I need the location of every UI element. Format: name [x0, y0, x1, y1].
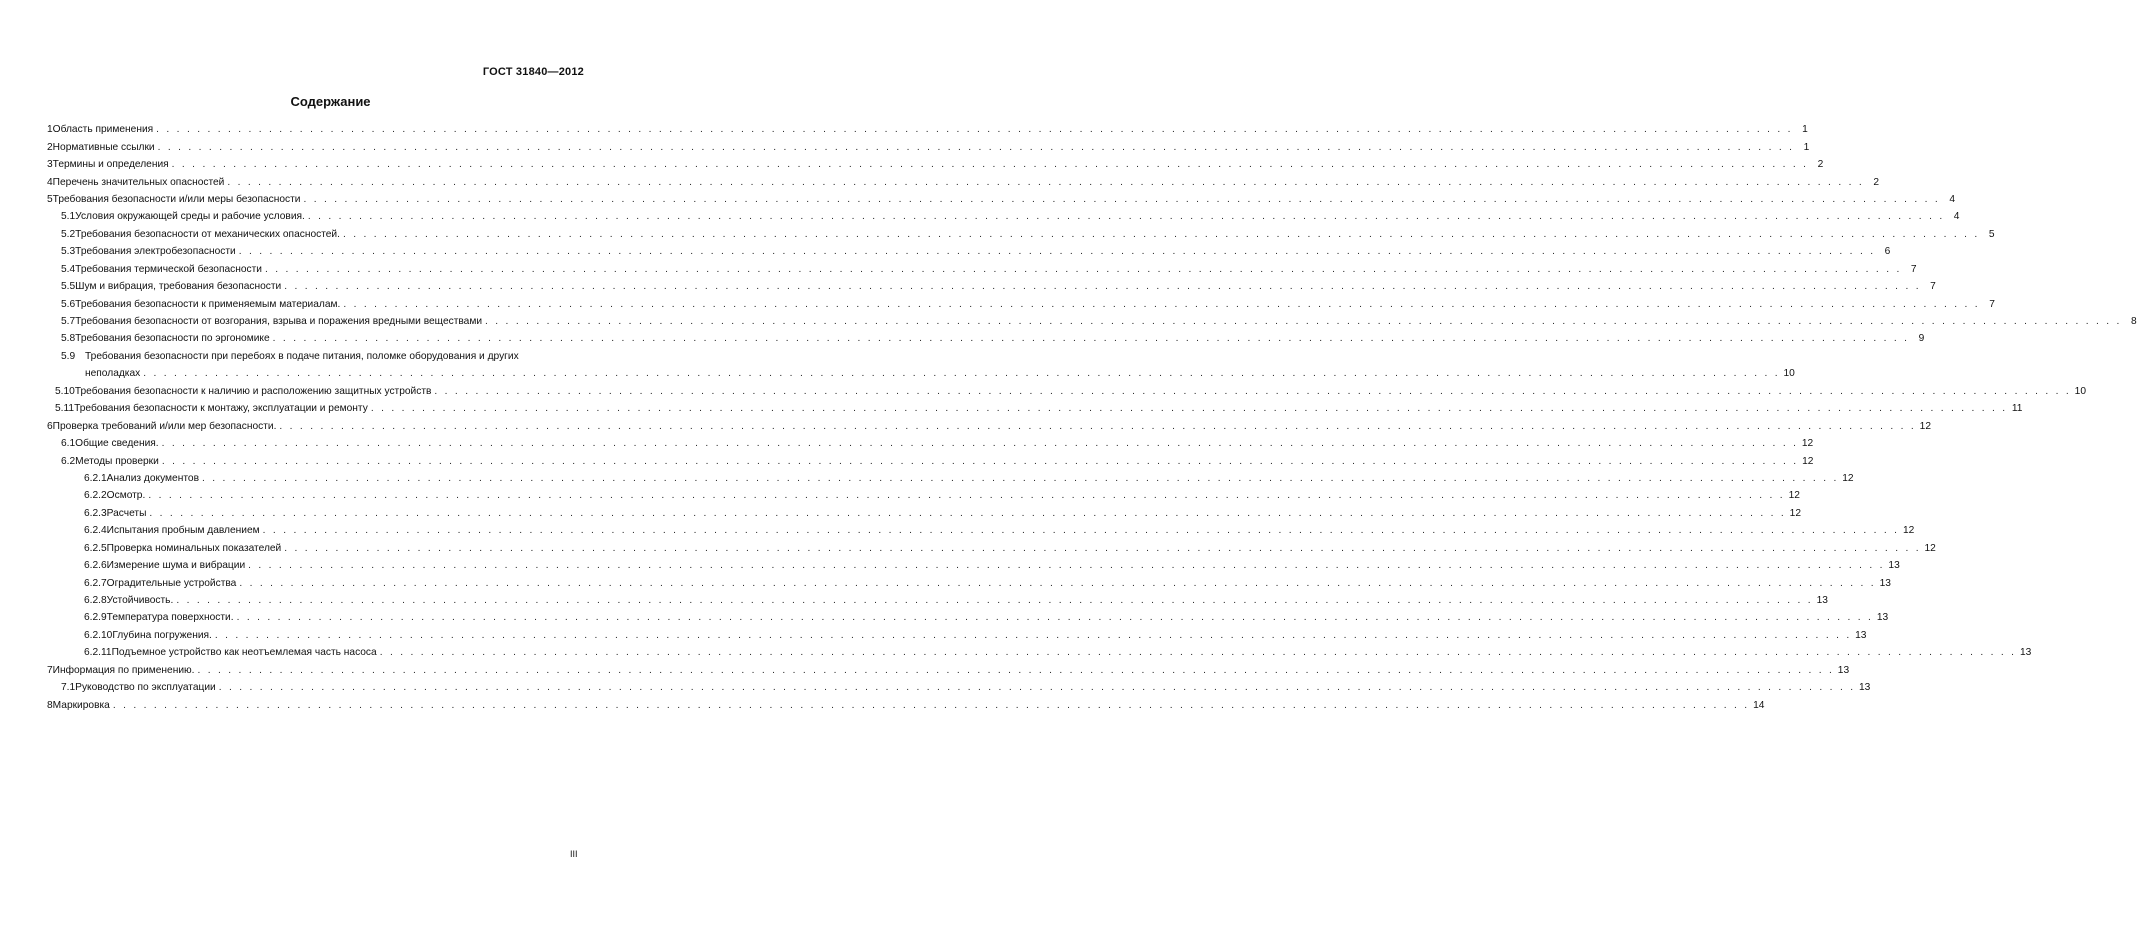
toc-entry-title: Требования термической безопасности: [75, 263, 262, 275]
toc-entry-number: 7: [47, 664, 53, 676]
toc-entry-number: 5.10: [55, 385, 75, 397]
toc-entry[interactable]: [47, 627, 1867, 644]
dot-leader: . . . . . . . . . . . . . . . . . . . . . . . . . . . . . . . . . . . . . . . . . . . . . . . . . . . . . . . . . . . . . . . . . . . . . . . . . . . . . . . . . . . . . . . . . . . . . . . . . . . . . . . . . . . . . . . . . . . . . . . . . . . . . . . . . . . . . . . . . . . . . . . . . . . . . . . . . . . . . . . .: [143, 368, 1780, 380]
toc-entry-page: 1: [1802, 124, 1808, 136]
toc-entry-number: 7.1: [61, 682, 76, 694]
dot-leader: . . . . . . . . . . . . . . . . . . . . . . . . . . . . . . . . . . . . . . . . . . . . . . . . . . . . . . . . . . . . . . . . . . . . . . . . . . . . . . . . . . . . . . . . . . . . . . . . . . . . . . . . . . . . . . . . . . . . . . . . . . . . . . . . . . . . . . . . . . . . . . . . . . . . . . . . . . . . . . . .: [284, 542, 1921, 554]
toc-entry[interactable]: [47, 295, 1995, 312]
dot-leader: . . . . . . . . . . . . . . . . . . . . . . . . . . . . . . . . . . . . . . . . . . . . . . . . . . . . . . . . . . . . . . . . . . . . . . . . . . . . . . . . . . . . . . . . . . . . . . . . . . . . . . . . . . . . . . . . . . . . . . . . . . . . . . . . . . . . . . . . . . . . . . . . . . . . . . . . . . . . . . . .: [434, 385, 2072, 397]
dot-leader: . . . . . . . . . . . . . . . . . . . . . . . . . . . . . . . . . . . . . . . . . . . . . . . . . . . . . . . . . . . . . . . . . . . . . . . . . . . . . . . . . . . . . . . . . . . . . . . . . . . . . . . . . . . . . . . . . . . . . . . . . . . . . . . . . . . . . . . . . . . . . . . . . . . . . . . . . . . . . . . .: [303, 193, 1941, 205]
toc-entry-title: Шум и вибрация, требования безопасности: [75, 281, 282, 293]
toc-entry-number: 6.2.2: [84, 490, 107, 502]
toc-entry-number: 5.8: [61, 333, 76, 345]
toc-entry-page: 13: [1859, 682, 1871, 694]
toc-entry-page: 12: [1801, 438, 1814, 450]
toc-entry[interactable]: [47, 417, 1932, 434]
toc-entry[interactable]: [47, 243, 1891, 260]
toc-entry-title: Температура поверхности.: [106, 612, 234, 624]
toc-entry-title: Расчеты: [106, 507, 147, 519]
dot-leader: . . . . . . . . . . . . . . . . . . . . . . . . . . . . . . . . . . . . . . . . . . . . . . . . . . . . . . . . . . . . . . . . . . . . . . . . . . . . . . . . . . . . . . . . . . . . . . . . . . . . . . . . . . . . . . . . . . . . . . . . . . . . . . . . . . . . . . . . . . . . . . . . . . . . . . . . . . . . . . . .: [272, 333, 1910, 345]
toc-entry-page: 9: [1918, 333, 1925, 345]
toc-entry-title: Условия окружающей среды и рабочие условия.: [75, 211, 305, 223]
toc-entry-title: Маркировка: [52, 699, 110, 711]
toc-entry[interactable]: [47, 679, 1871, 696]
toc-entry-title: Требования безопасности к монтажу, эксплуатации и ремонту: [74, 403, 368, 415]
toc-entry-page: 10: [1783, 368, 1795, 380]
toc-entry-title: Общие сведения.: [75, 438, 159, 450]
toc-entry-number: 1: [47, 124, 53, 136]
toc-entry-title: Требования безопасности к наличию и расположению защитных устройств: [74, 385, 432, 397]
toc-entry-number: 6.2.10: [84, 629, 113, 641]
toc-entry-number: 5.9: [61, 350, 76, 362]
toc-entry[interactable]: [47, 261, 1917, 278]
dot-leader: . . . . . . . . . . . . . . . . . . . . . . . . . . . . . . . . . . . . . . . . . . . . . . . . . . . . . . . . . . . . . . . . . . . . . . . . . . . . . . . . . . . . . . . . . . . . . . . . . . . . . . . . . . . . . . . . . . . . . . . . . . . . . . . . . . . . . . . . . . . . . . . . . . . . . . . . . . . . . . . .: [485, 316, 2122, 328]
toc-entry[interactable]: [47, 592, 1828, 609]
toc-entry-number: 6.2.8: [84, 595, 107, 607]
dot-leader: . . . . . . . . . . . . . . . . . . . . . . . . . . . . . . . . . . . . . . . . . . . . . . . . . . . . . . . . . . . . . . . . . . . . . . . . . . . . . . . . . . . . . . . . . . . . . . . . . . . . . . . . . . . . . . . . . . . . . . . . . . . . . . . . . . . . . . . . . . . . . . . . . . . . . . . . . . . . . . . .: [149, 507, 1787, 519]
dot-leader: . . . . . . . . . . . . . . . . . . . . . . . . . . . . . . . . . . . . . . . . . . . . . . . . . . . . . . . . . . . . . . . . . . . . . . . . . . . . . . . . . . . . . . . . . . . . . . . . . . . . . . . . . . . . . . . . . . . . . . . . . . . . . . . . . . . . . . . . . . . . . . . . . . . . . . . . . . . . . . . .: [343, 298, 1980, 310]
dot-leader: . . . . . . . . . . . . . . . . . . . . . . . . . . . . . . . . . . . . . . . . . . . . . . . . . . . . . . . . . . . . . . . . . . . . . . . . . . . . . . . . . . . . . . . . . . . . . . . . . . . . . . . . . . . . . . . . . . . . . . . . . . . . . . . . . . . . . . . . . . . . . . . . . . . . . . . . . . . . . . . .: [171, 159, 1809, 171]
toc-entry-title: Проверка требований и/или мер безопасности.: [52, 420, 277, 432]
dot-leader: . . . . . . . . . . . . . . . . . . . . . . . . . . . . . . . . . . . . . . . . . . . . . . . . . . . . . . . . . . . . . . . . . . . . . . . . . . . . . . . . . . . . . . . . . . . . . . . . . . . . . . . . . . . . . . . . . . . . . . . . . . . . . . . . . . . . . . . . . . . . . . . . . . . . . . . . . . . . . . . .: [342, 228, 1980, 240]
toc-entry-title: Область применения: [52, 124, 154, 136]
toc-entry[interactable]: [47, 644, 2032, 661]
toc-entry[interactable]: [47, 574, 1891, 591]
dot-leader: . . . . . . . . . . . . . . . . . . . . . . . . . . . . . . . . . . . . . . . . . . . . . . . . . . . . . . . . . . . . . . . . . . . . . . . . . . . . . . . . . . . . . . . . . . . . . . . . . . . . . . . . . . . . . . . . . . . . . . . . . . . . . . . . . . . . . . . . . . . . . . . . . . . . . . . . . . . . . . . .: [157, 141, 1795, 153]
toc-entry[interactable]: [47, 400, 2023, 417]
toc-entry-number: 6.2: [61, 455, 76, 467]
toc-entry-number: 5.2: [61, 228, 76, 240]
toc-entry-page: 12: [1788, 490, 1800, 502]
toc-entry[interactable]: [47, 330, 1925, 347]
toc-entry-page: 12: [1919, 420, 1932, 432]
toc-entry-page: 12: [1924, 542, 1936, 554]
dot-leader: . . . . . . . . . . . . . . . . . . . . . . . . . . . . . . . . . . . . . . . . . . . . . . . . . . . . . . . . . . . . . . . . . . . . . . . . . . . . . . . . . . . . . . . . . . . . . . . . . . . . . . . . . . . . . . . . . . . . . . . . . . . . . . . . . . . . . . . . . . . . . . . . . . . . . . . . . . . . . . . .: [379, 647, 2017, 659]
toc-entry-page: 13: [2019, 647, 2032, 659]
toc-entry-number: 6: [47, 420, 53, 432]
toc-entry-number: 6.2.7: [84, 577, 107, 589]
toc-entry[interactable]: [47, 226, 1995, 243]
dot-leader: . . . . . . . . . . . . . . . . . . . . . . . . . . . . . . . . . . . . . . . . . . . . . . . . . . . . . . . . . . . . . . . . . . . . . . . . . . . . . . . . . . . . . . . . . . . . . . . . . . . . . . . . . . . . . . . . . . . . . . . . . . . . . . . . . . . . . . . . . . . . . . . . . . . . . . . . . . . . . . . .: [156, 124, 1793, 136]
toc-entry[interactable]: [47, 452, 1814, 469]
toc-entry[interactable]: [47, 278, 1936, 295]
toc-entry-number: 5.3: [61, 246, 76, 258]
dot-leader: . . . . . . . . . . . . . . . . . . . . . . . . . . . . . . . . . . . . . . . . . . . . . . . . . . . . . . . . . . . . . . . . . . . . . . . . . . . . . . . . . . . . . . . . . . . . . . . . . . . . . . . . . . . . . . . . . . . . . . . . . . . . . . . . . . . . . . . . . . . . . . . . . . . . . . . . . . . . . . . .: [201, 472, 1839, 484]
toc-entry[interactable]: [47, 696, 1765, 713]
toc-entry[interactable]: [47, 470, 1854, 487]
toc-entry-title: Термины и определения: [52, 159, 169, 171]
toc-entry-title: Требования безопасности по эргономике: [75, 333, 270, 345]
toc-entry-number: 6.1: [61, 438, 76, 450]
toc-entry-page: 4: [1949, 193, 1956, 205]
toc-entry-page: 8: [2130, 316, 2137, 328]
toc-entry-title: Руководство по эксплуатации: [75, 682, 216, 694]
toc-entry-page: 4: [1953, 211, 1960, 223]
toc-entry-page: 7: [1989, 298, 1995, 310]
toc-entry[interactable]: [47, 505, 1802, 522]
toc-entry-page: 12: [1902, 525, 1915, 537]
toc-entry[interactable]: [47, 522, 1915, 539]
toc-entry-number: 5.5: [61, 281, 76, 293]
toc-entry[interactable]: [47, 435, 1814, 452]
toc-entry-page: 12: [1842, 472, 1854, 484]
toc-entry[interactable]: [47, 156, 1824, 173]
toc-entry-number: 5.4: [61, 263, 76, 275]
toc-entry-title: Измерение шума и вибрации: [106, 560, 246, 572]
toc-entry-title: Информация по применению.: [52, 664, 195, 676]
toc-entry-title: Подъемное устройство как неотъемлемая часть насоса: [111, 647, 377, 659]
toc-entry-title: Оградительные устройства: [106, 577, 237, 589]
toc-entry-number: 2: [47, 141, 53, 153]
toc-entry-title: Осмотр.: [106, 490, 146, 502]
toc-entry-page: 2: [1873, 176, 1879, 188]
dot-leader: . . . . . . . . . . . . . . . . . . . . . . . . . . . . . . . . . . . . . . . . . . . . . . . . . . . . . . . . . . . . . . . . . . . . . . . . . . . . . . . . . . . . . . . . . . . . . . . . . . . . . . . . . . . . . . . . . . . . . . . . . . . . . . . . . . . . . . . . . . . . . . . . . . . . . . . . . . . . . . . .: [236, 612, 1874, 624]
toc-entry[interactable]: [47, 121, 1808, 138]
toc-entry[interactable]: [47, 609, 1889, 626]
dot-leader: . . . . . . . . . . . . . . . . . . . . . . . . . . . . . . . . . . . . . . . . . . . . . . . . . . . . . . . . . . . . . . . . . . . . . . . . . . . . . . . . . . . . . . . . . . . . . . . . . . . . . . . . . . . . . . . . . . . . . . . . . . . . . . . . . . . . . . . . . . . . . . . . . . . . . . . . . . . . . . . .: [279, 420, 1917, 432]
toc-entry-title: Требования безопасности от механических опасностей.: [75, 228, 340, 240]
toc-entry-number: 6.2.4: [84, 525, 107, 537]
toc-entry-title: Требования безопасности к применяемым материалам.: [75, 298, 341, 310]
toc-entry-number: 4: [47, 176, 53, 188]
dot-leader: . . . . . . . . . . . . . . . . . . . . . . . . . . . . . . . . . . . . . . . . . . . . . . . . . . . . . . . . . . . . . . . . . . . . . . . . . . . . . . . . . . . . . . . . . . . . . . . . . . . . . . . . . . . . . . . . . . . . . . . . . . . . . . . . . . . . . . . . . . . . . . . . . . . . . . . . . . . . . . . .: [264, 263, 1902, 275]
page-title: Содержание: [290, 94, 371, 109]
toc-entry-page: 13: [1876, 612, 1889, 624]
toc-entry-page: 13: [1879, 577, 1891, 589]
toc-entry[interactable]: [47, 208, 1960, 225]
toc-entry-number: 6.2.11: [84, 647, 112, 659]
toc-entry-title: Глубина погружения.: [112, 629, 212, 641]
toc-entry[interactable]: [47, 383, 2087, 400]
dot-leader: . . . . . . . . . . . . . . . . . . . . . . . . . . . . . . . . . . . . . . . . . . . . . . . . . . . . . . . . . . . . . . . . . . . . . . . . . . . . . . . . . . . . . . . . . . . . . . . . . . . . . . . . . . . . . . . . . . . . . . . . . . . . . . . . . . . . . . . . . . . . . . . . . . . . . . . . . . . . . . . .: [112, 699, 1750, 711]
dot-leader: . . . . . . . . . . . . . . . . . . . . . . . . . . . . . . . . . . . . . . . . . . . . . . . . . . . . . . . . . . . . . . . . . . . . . . . . . . . . . . . . . . . . . . . . . . . . . . . . . . . . . . . . . . . . . . . . . . . . . . . . . . . . . . . . . . . . . . . . . . . . . . . . . . . . . . . . . . . . . . . .: [197, 664, 1835, 676]
toc-entry-title: Проверка номинальных показателей: [106, 542, 282, 554]
toc-entry-number: 6.2.5: [84, 542, 107, 554]
toc-entry-title: Анализ документов: [106, 472, 199, 484]
document-header: ГОСТ 31840—2012: [482, 66, 584, 78]
toc-entry-title: Устойчивость.: [106, 595, 174, 607]
toc-entry[interactable]: [47, 313, 2137, 330]
dot-leader: . . . . . . . . . . . . . . . . . . . . . . . . . . . . . . . . . . . . . . . . . . . . . . . . . . . . . . . . . . . . . . . . . . . . . . . . . . . . . . . . . . . . . . . . . . . . . . . . . . . . . . . . . . . . . . . . . . . . . . . . . . . . . . . . . . . . . . . . . . . . . . . . . . . . . . . . . . . . . . . .: [248, 560, 1885, 572]
toc-entry-page: 13: [1837, 664, 1850, 676]
toc-entry-page: 12: [1789, 507, 1802, 519]
toc-entry-title: Методы проверки: [75, 455, 159, 467]
toc-entry-number: 6.2.3: [84, 507, 107, 519]
toc-entry-page: 5: [1988, 228, 1995, 240]
toc-entry-number: 5: [47, 193, 53, 205]
toc-entry-title: Требования безопасности от возгорания, взрыва и поражения вредными веществами: [75, 316, 483, 328]
toc-entry-page: 6: [1884, 246, 1891, 258]
toc-entry-number: 5.1: [61, 211, 76, 223]
dot-leader: . . . . . . . . . . . . . . . . . . . . . . . . . . . . . . . . . . . . . . . . . . . . . . . . . . . . . . . . . . . . . . . . . . . . . . . . . . . . . . . . . . . . . . . . . . . . . . . . . . . . . . . . . . . . . . . . . . . . . . . . . . . . . . . . . . . . . . . . . . . . . . . . . . . . . . . . . . . . . . . .: [218, 682, 1856, 694]
dot-leader: . . . . . . . . . . . . . . . . . . . . . . . . . . . . . . . . . . . . . . . . . . . . . . . . . . . . . . . . . . . . . . . . . . . . . . . . . . . . . . . . . . . . . . . . . . . . . . . . . . . . . . . . . . . . . . . . . . . . . . . . . . . . . . . . . . . . . . . . . . . . . . . . . . . . . . . . . . . . . . . .: [239, 577, 1876, 589]
dot-leader: . . . . . . . . . . . . . . . . . . . . . . . . . . . . . . . . . . . . . . . . . . . . . . . . . . . . . . . . . . . . . . . . . . . . . . . . . . . . . . . . . . . . . . . . . . . . . . . . . . . . . . . . . . . . . . . . . . . . . . . . . . . . . . . . . . . . . . . . . . . . . . . . . . . . . . . . . . . . . . . .: [161, 455, 1799, 467]
toc-entry[interactable]: [47, 138, 1810, 155]
toc-entry[interactable]: [47, 191, 1956, 208]
toc-entry[interactable]: [47, 540, 1936, 557]
page-number: III: [570, 849, 578, 859]
dot-leader: . . . . . . . . . . . . . . . . . . . . . . . . . . . . . . . . . . . . . . . . . . . . . . . . . . . . . . . . . . . . . . . . . . . . . . . . . . . . . . . . . . . . . . . . . . . . . . . . . . . . . . . . . . . . . . . . . . . . . . . . . . . . . . . . . . . . . . . . . . . . . . . . . . . . . . . . . . . . . . . .: [238, 246, 1876, 258]
toc-entry-number: 6.2.6: [84, 560, 107, 572]
toc-entry-page: 11: [2011, 403, 2023, 415]
toc-entry-title: Испытания пробным давлением: [106, 525, 260, 537]
toc-entry-number: 6.2.9: [84, 612, 107, 624]
toc-entry-number: 8: [47, 699, 53, 711]
toc-entry-title: Требования безопасности при перебоях в подаче питания, поломке оборудования и других: [85, 350, 519, 362]
toc-entry-title: Перечень значительных опасностей: [52, 176, 225, 188]
toc-entry-number: 5.7: [61, 316, 76, 328]
toc-entry-number: 5.6: [61, 298, 76, 310]
toc-entry-page: 7: [1910, 263, 1917, 275]
toc-entry-page: 13: [1816, 595, 1828, 607]
dot-leader: . . . . . . . . . . . . . . . . . . . . . . . . . . . . . . . . . . . . . . . . . . . . . . . . . . . . . . . . . . . . . . . . . . . . . . . . . . . . . . . . . . . . . . . . . . . . . . . . . . . . . . . . . . . . . . . . . . . . . . . . . . . . . . . . . . . . . . . . . . . . . . . . . . . . . . . . . . . . . . . .: [307, 211, 1945, 223]
dot-leader: . . . . . . . . . . . . . . . . . . . . . . . . . . . . . . . . . . . . . . . . . . . . . . . . . . . . . . . . . . . . . . . . . . . . . . . . . . . . . . . . . . . . . . . . . . . . . . . . . . . . . . . . . . . . . . . . . . . . . . . . . . . . . . . . . . . . . . . . . . . . . . . . . . . . . . . . . . . . . . . .: [227, 176, 1864, 188]
toc-entry[interactable]: [47, 662, 1850, 679]
toc-entry-title: Требования безопасности и/или меры безопасности: [52, 193, 301, 205]
dot-leader: . . . . . . . . . . . . . . . . . . . . . . . . . . . . . . . . . . . . . . . . . . . . . . . . . . . . . . . . . . . . . . . . . . . . . . . . . . . . . . . . . . . . . . . . . . . . . . . . . . . . . . . . . . . . . . . . . . . . . . . . . . . . . . . . . . . . . . . . . . . . . . . . . . . . . . . . . . . . . . . .: [148, 490, 1785, 502]
toc-entry-page: 12: [1802, 455, 1814, 467]
toc-entry-page: 13: [1855, 629, 1867, 641]
toc-entry-number: 5.11: [55, 403, 75, 415]
toc-entry-title: неполадках: [85, 368, 141, 380]
dot-leader: . . . . . . . . . . . . . . . . . . . . . . . . . . . . . . . . . . . . . . . . . . . . . . . . . . . . . . . . . . . . . . . . . . . . . . . . . . . . . . . . . . . . . . . . . . . . . . . . . . . . . . . . . . . . . . . . . . . . . . . . . . . . . . . . . . . . . . . . . . . . . . . . . . . . . . . . . . . . . . . .: [370, 403, 2008, 415]
toc-entry-page: 2: [1817, 159, 1824, 171]
toc-entry-page: 14: [1753, 699, 1765, 711]
dot-leader: . . . . . . . . . . . . . . . . . . . . . . . . . . . . . . . . . . . . . . . . . . . . . . . . . . . . . . . . . . . . . . . . . . . . . . . . . . . . . . . . . . . . . . . . . . . . . . . . . . . . . . . . . . . . . . . . . . . . . . . . . . . . . . . . . . . . . . . . . . . . . . . . . . . . . . . . . . . . . . . .: [161, 438, 1799, 450]
toc-entry[interactable]: [47, 487, 1800, 504]
dot-leader: . . . . . . . . . . . . . . . . . . . . . . . . . . . . . . . . . . . . . . . . . . . . . . . . . . . . . . . . . . . . . . . . . . . . . . . . . . . . . . . . . . . . . . . . . . . . . . . . . . . . . . . . . . . . . . . . . . . . . . . . . . . . . . . . . . . . . . . . . . . . . . . . . . . . . . . . . . . . . . . .: [262, 525, 1900, 537]
toc-entry-page: 1: [1803, 141, 1810, 153]
table-of-contents: [47, 121, 2137, 714]
dot-leader: . . . . . . . . . . . . . . . . . . . . . . . . . . . . . . . . . . . . . . . . . . . . . . . . . . . . . . . . . . . . . . . . . . . . . . . . . . . . . . . . . . . . . . . . . . . . . . . . . . . . . . . . . . . . . . . . . . . . . . . . . . . . . . . . . . . . . . . . . . . . . . . . . . . . . . . . . . . . . . . .: [214, 629, 1852, 641]
dot-leader: . . . . . . . . . . . . . . . . . . . . . . . . . . . . . . . . . . . . . . . . . . . . . . . . . . . . . . . . . . . . . . . . . . . . . . . . . . . . . . . . . . . . . . . . . . . . . . . . . . . . . . . . . . . . . . . . . . . . . . . . . . . . . . . . . . . . . . . . . . . . . . . . . . . . . . . . . . . . . . . .: [176, 595, 1813, 607]
toc-entry-page: 7: [1930, 281, 1936, 293]
toc-entry-number: 6.2.1: [84, 472, 107, 484]
toc-entry[interactable]: [47, 557, 1900, 574]
toc-entry-number: 3: [47, 159, 53, 171]
toc-entry[interactable]: [47, 348, 1795, 383]
dot-leader: . . . . . . . . . . . . . . . . . . . . . . . . . . . . . . . . . . . . . . . . . . . . . . . . . . . . . . . . . . . . . . . . . . . . . . . . . . . . . . . . . . . . . . . . . . . . . . . . . . . . . . . . . . . . . . . . . . . . . . . . . . . . . . . . . . . . . . . . . . . . . . . . . . . . . . . . . . . . . . . .: [284, 281, 1921, 293]
toc-entry-page: 13: [1888, 560, 1900, 572]
toc-entry-page: 10: [2074, 385, 2087, 397]
toc-entry-title: Нормативные ссылки: [52, 141, 155, 153]
toc-entry[interactable]: [47, 173, 1879, 190]
toc-entry-title: Требования электробезопасности: [75, 246, 236, 258]
